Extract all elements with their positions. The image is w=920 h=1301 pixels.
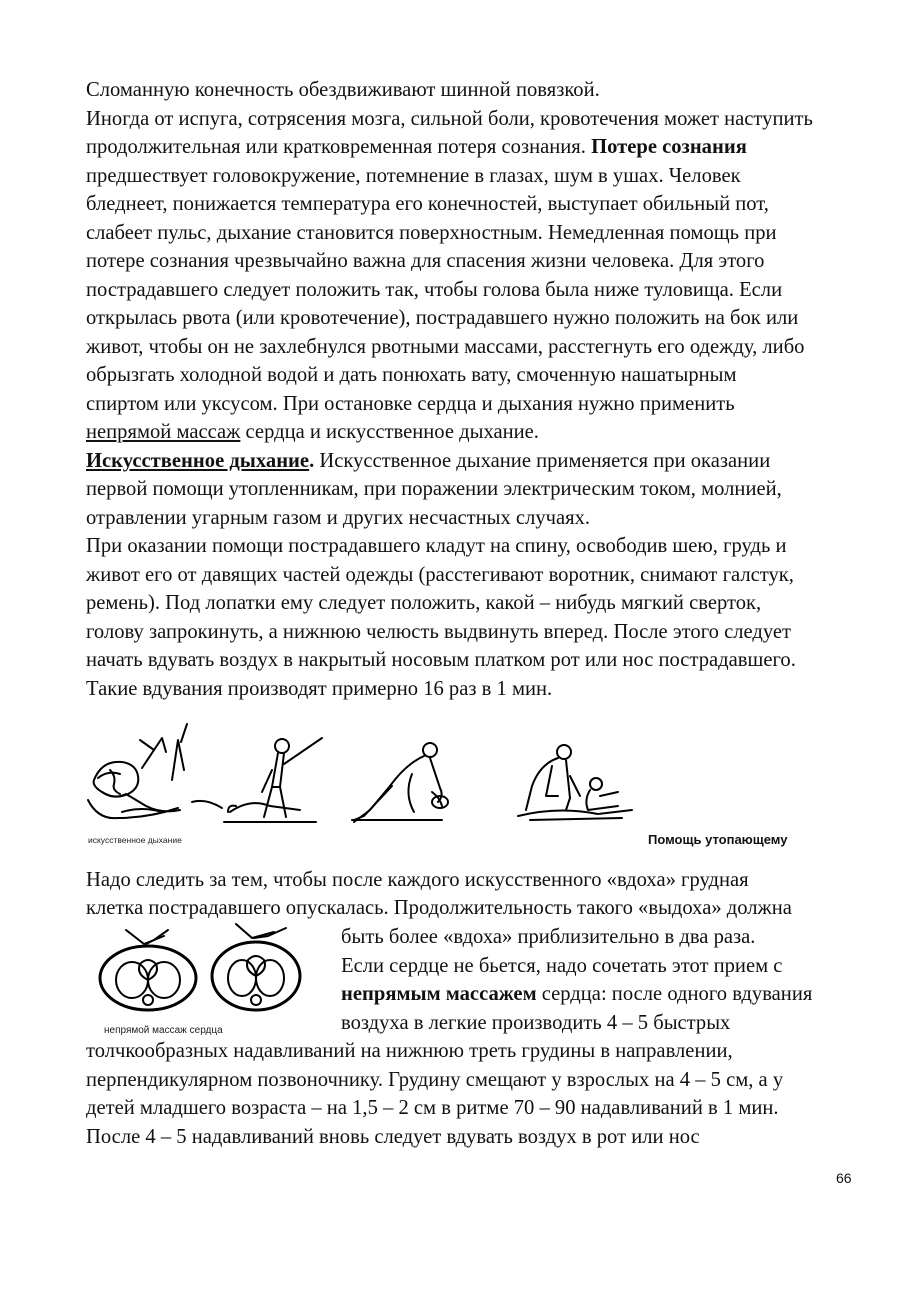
- section-heading-artificial-respiration: Искусственное дыхание: [86, 450, 310, 472]
- text-line: клетка пострадавшего опускалась. Продолжительность такого «выдоха» должна: [86, 897, 792, 919]
- rescuer-kneeling-figure: [352, 743, 448, 822]
- text-line: воздуха в легкие производить 4 – 5 быстрых: [341, 1012, 731, 1034]
- text-line: После 4 – 5 надавливаний вновь следует вдувать воздух в рот или нос: [86, 1126, 700, 1148]
- text-line: живот его от давящих частей одежды (расстегивают воротник, снимают галстук,: [86, 564, 794, 586]
- rescuer-and-victim-figure: [518, 745, 632, 820]
- drowning-rescue-illustration: [82, 720, 642, 835]
- bold-term-indirect-massage: непрямым массажем: [341, 983, 537, 1005]
- figure-caption-heart-massage: непрямой массаж сердца: [104, 1025, 223, 1036]
- text-line: отравлении угарным газом и других несчастных случаях.: [86, 507, 591, 529]
- rescuer-standing-figure: [224, 738, 322, 822]
- text-line: [86, 418, 539, 447]
- text-line: Такие вдувания производят примерно 16 раз в 1 мин.: [86, 678, 553, 700]
- text-span: продолжительная или кратковременная потеря сознания.: [86, 136, 592, 158]
- text-line: обрызгать холодной водой и дать понюхать вату, смоченную нашатырным: [86, 364, 737, 386]
- text-line: быть более «вдоха» приблизительно в два раза.: [341, 926, 756, 948]
- text-line: ремень). Под лопатки ему следует положить, какой – нибудь мягкий сверток,: [86, 592, 762, 614]
- text-span: сердца и искусственное дыхание.: [240, 421, 539, 443]
- text-line: спиртом или уксусом. При остановке сердца и дыхания нужно применить: [86, 393, 735, 415]
- text-line: [86, 133, 747, 162]
- text-line: перпендикулярном позвоночнику. Грудину смещают у взрослых на 4 – 5 см, а у: [86, 1069, 784, 1091]
- text-line: Если сердце не бьется, надо сочетать этот прием с: [341, 955, 783, 977]
- underlined-term-indirect-massage: непрямой массаж: [86, 421, 241, 443]
- text-span: Искусственное дыхание применяется при оказании: [314, 450, 771, 472]
- text-line: первой помощи утопленникам, при поражении электрическим током, молнией,: [86, 478, 782, 500]
- page-number: 66: [836, 1170, 852, 1186]
- text-line: бледнеет, понижается температура его конечностей, выступает обильный пот,: [86, 193, 769, 215]
- figure-caption-drowning-help: Помощь утопающему: [648, 832, 788, 847]
- text-line: открылась рвота (или кровотечение), пострадавшего нужно положить на бок или: [86, 307, 799, 329]
- chest-cross-section-left: [100, 930, 196, 1010]
- text-span: сердца: после одного вдувания: [536, 983, 813, 1005]
- text-line: детей младшего возраста – на 1,5 – 2 см в ритме 70 – 90 надавливаний в 1 мин.: [86, 1097, 779, 1119]
- chest-cross-section-right: [212, 924, 300, 1010]
- text-line: Надо следить за тем, чтобы после каждого искусственного «вдоха» грудная: [86, 869, 749, 891]
- text-line: толчкообразных надавливаний на нижнюю треть грудины в направлении,: [86, 1040, 733, 1062]
- text-line: При оказании помощи пострадавшего кладут на спину, освободив шею, грудь и: [86, 535, 787, 557]
- heart-massage-illustration: [96, 920, 314, 1020]
- text-line: Сломанную конечность обездвиживают шинной повязкой.: [86, 79, 600, 101]
- text-line: живот, чтобы он не захлебнулся рвотными массами, расстегнуть его одежду, либо: [86, 336, 805, 358]
- text-line: пострадавшего следует положить так, чтобы голова была ниже туловища. Если: [86, 279, 783, 301]
- rescuer-mouth-to-mouth-figure: [88, 724, 222, 818]
- text-line: Иногда от испуга, сотрясения мозга, сильной боли, кровотечения может наступить: [86, 108, 813, 130]
- text-line: [341, 980, 812, 1009]
- text-line: начать вдувать воздух в накрытый носовым платком рот или нос пострадавшего.: [86, 649, 796, 671]
- bold-term-loss-of-consciousness: Потере сознания: [591, 136, 747, 158]
- text-line: потере сознания чрезвычайно важна для спасения жизни человека. Для этого: [86, 250, 765, 272]
- text-line: [86, 447, 770, 476]
- text-line: предшествует головокружение, потемнение в глазах, шум в ушах. Человек: [86, 165, 741, 187]
- text-line: слабеет пульс, дыхание становится поверхностным. Немедленная помощь при: [86, 222, 777, 244]
- figure-caption-artificial-respiration: искусственное дыхание: [88, 835, 182, 845]
- heading-dot: .: [309, 450, 315, 472]
- text-line: голову запрокинуть, а нижнюю челюсть выдвинуть вперед. После этого следует: [86, 621, 792, 643]
